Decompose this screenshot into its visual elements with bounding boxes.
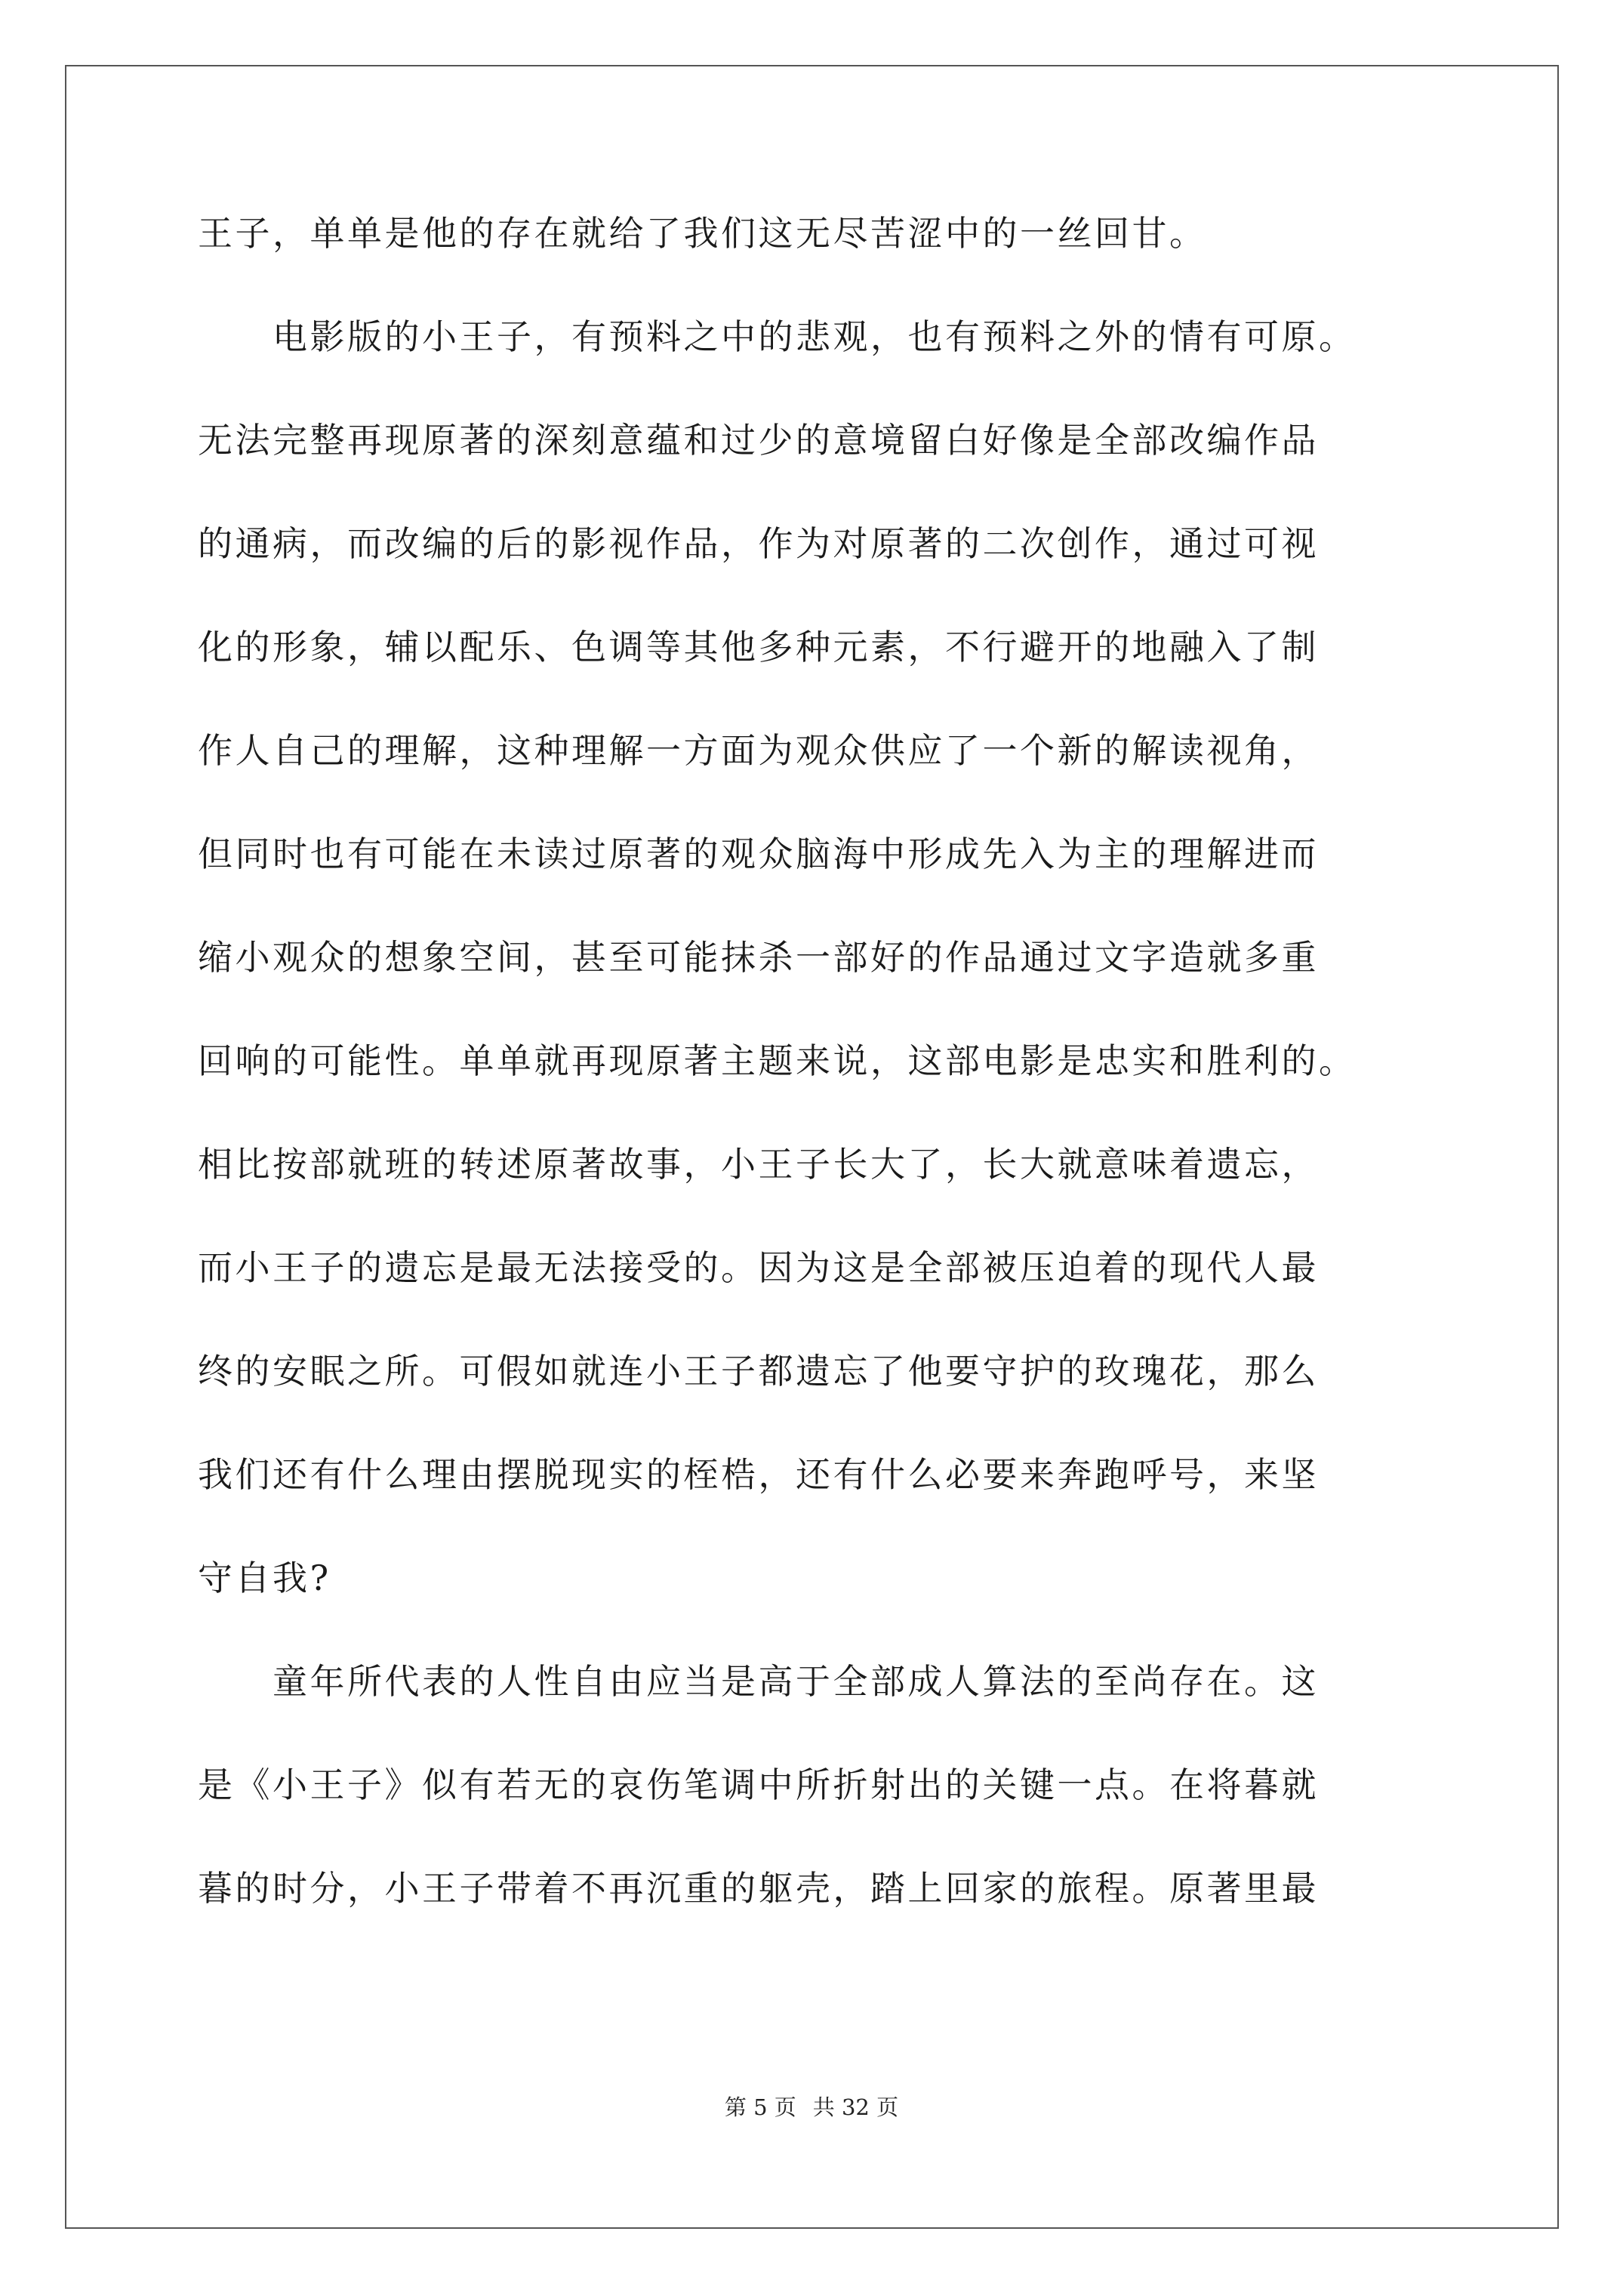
text-line: 相比按部就班的转述原著故事，小王子长大了，长大就意味着遗忘， [198,1144,1319,1185]
text-line: 童年所代表的人性自由应当是高于全部成人算法的至尚存在。这 [198,1661,1319,1702]
text-line: 终的安眠之所。可假如就连小王子都遗忘了他要守护的玫瑰花，那么 [198,1351,1319,1391]
text-line: 是《小王子》似有若无的哀伤笔调中所折射出的关键一点。在将暮就 [198,1764,1319,1805]
text-line: 我们还有什么理由摆脱现实的桎梏，还有什么必要来奔跑呼号，来坚 [198,1454,1319,1495]
text-line: 的通病，而改编的后的影视作品，作为对原著的二次创作，通过可视 [198,523,1319,564]
page-total: 共 32 页 [812,2094,899,2120]
text-line: 回响的可能性。单单就再现原著主题来说，这部电影是忠实和胜利的。 [198,1040,1357,1081]
text-line: 守自我? [198,1558,331,1598]
text-line: 王子，单单是他的存在就给了我们这无尽苦涩中的一丝回甘。 [198,213,1207,254]
text-line: 作人自己的理解，这种理解一方面为观众供应了一个新的解读视角， [198,730,1319,771]
document-body [198,209,1436,1968]
text-line: 暮的时分，小王子带着不再沉重的躯壳，踏上回家的旅程。原著里最 [198,1868,1319,1909]
page-number: 第 5 页 [724,2094,796,2120]
text-line: 电影版的小王子，有预料之中的悲观，也有预料之外的情有可原。 [198,316,1357,357]
page-footer [0,2094,1623,2121]
text-line: 缩小观众的想象空间，甚至可能抹杀一部好的作品通过文字造就多重 [198,937,1319,978]
text-line: 但同时也有可能在未读过原著的观众脑海中形成先入为主的理解进而 [198,834,1319,874]
text-line: 化的形象，辅以配乐、色调等其他多种元素，不行避开的地融入了制 [198,627,1319,667]
text-line: 无法完整再现原著的深刻意蕴和过少的意境留白好像是全部改编作品 [198,420,1319,461]
text-line: 而小王子的遗忘是最无法接受的。因为这是全部被压迫着的现代人最 [198,1247,1319,1288]
